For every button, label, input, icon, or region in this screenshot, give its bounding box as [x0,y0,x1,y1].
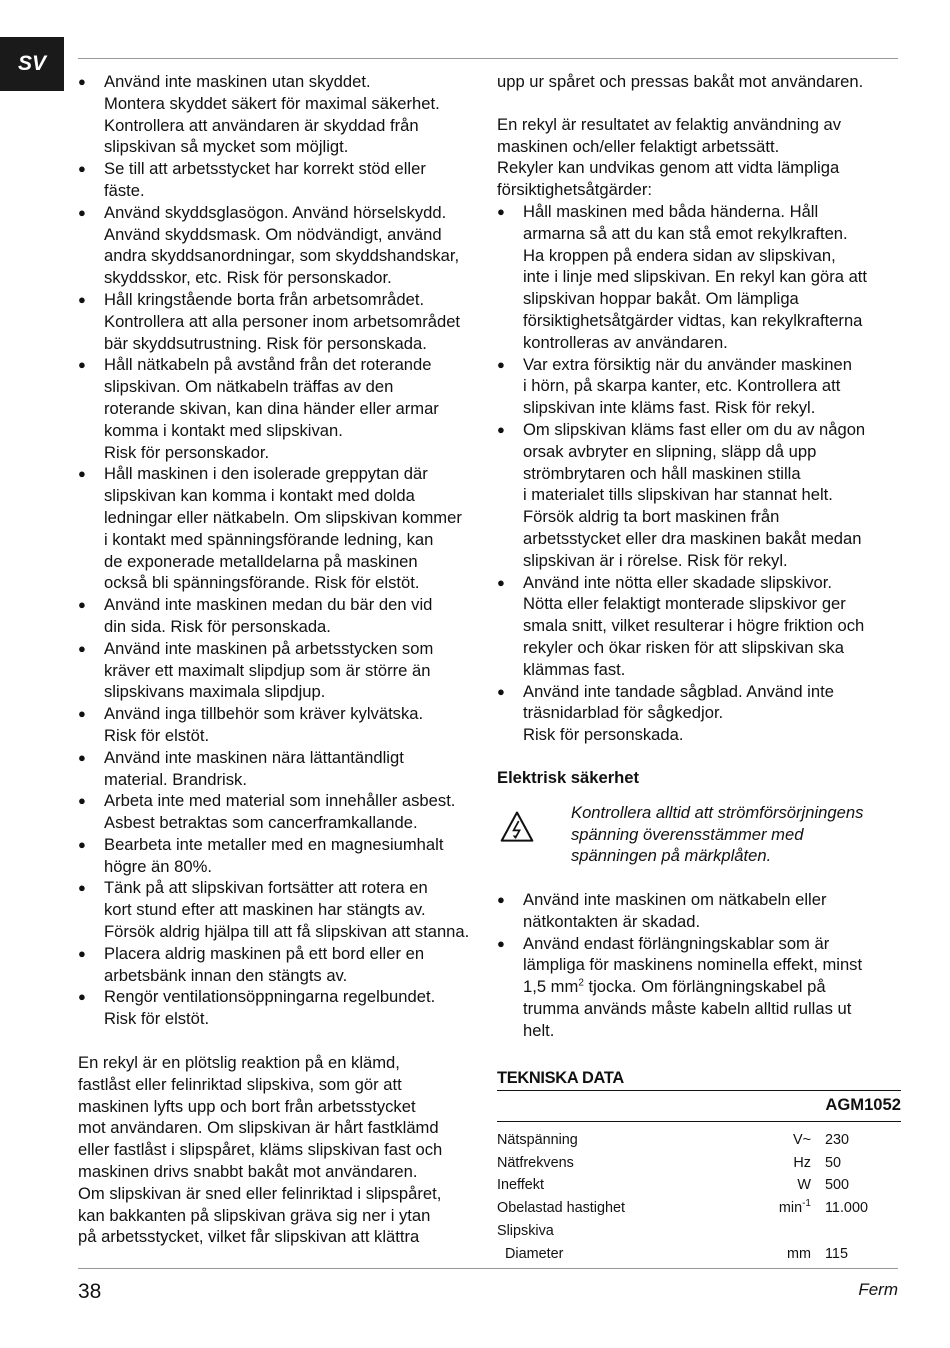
electric-hazard-icon [497,810,537,844]
top-rule [78,58,898,59]
list-item: ● Använd inte nötta eller skadade slipskivor. Nötta eller felaktigt monterade slipskivor ger smala snitt, vilket resulterar i högre friktion och rekyler och ökar risken för att slipskivan ska klämmas fast. [497,572,901,681]
list-item: ● Använd inte maskinen om nätkabeln eller nätkontakten är skadad. [497,889,901,933]
specs-table [497,1129,901,1266]
spec-value: 115 [825,1245,848,1262]
list-item: ● Håll kringstående borta från arbetsområdet. Kontrollera att alla personer inom arbetsområdet bär skyddsutrustning. Risk för personskada. [78,289,483,354]
list-item: ● Använd endast förlängningskablar som är lämpliga för maskinens nominella effekt, minst 1,5 $mm^2$ tjocka. Om förlängningskabel på trumma används måste kabeln alltid rullas ut helt. [497,933,901,1042]
list-item: ● Arbeta inte med material som innehåller asbest. Asbest betraktas som cancerframkallande. [78,790,483,834]
spec-unit: mm [787,1245,811,1262]
spec-unit: Hz [793,1154,811,1171]
spec-value: 11.000 [825,1200,868,1217]
spec-label: Diameter [505,1245,564,1262]
list-item: ● Använd inte maskinen medan du bär den vid din sida. Risk för personskada. [78,594,483,638]
spec-label: Obelastad hastighet [497,1200,626,1217]
kickback-continuation: upp ur spåret och pressas bakåt mot användaren. [497,72,864,91]
spec-row [497,1175,901,1198]
page-number: 38 [78,1280,102,1303]
spec-row [497,1243,901,1266]
kickback-bullet-list [497,201,901,746]
spec-label: Ineffekt [497,1177,544,1194]
electric-safety-heading: Elektrisk säkerhet [497,767,640,787]
spec-row [497,1220,901,1243]
list-item: ● Använd inte tandade sågblad. Använd inte träsnidarblad för sågkedjor. Risk för personskada. [497,681,901,746]
list-item: ● Använd skyddsglasögon. Använd hörselskydd. Använd skyddsmask. Om nödvändigt, använd andra skyddsanordningar, som skyddshandskar, skyddsskor, etc. Risk för personskador. [78,202,483,289]
warning-text: Kontrollera alltid att strömförsörjningens spänning överensstämmer med spänningen på märkplåten. [571,802,864,866]
list-item: ● Bearbeta inte metaller med en magnesiumhalt högre än 80%. [78,834,483,878]
spec-unit [731,1220,825,1243]
technical-data-heading: TEKNISKA DATA [497,1068,901,1092]
list-item: ● Tänk på att slipskivan fortsätter att rotera en kort stund efter att maskinen har stängts av. Försök aldrig hjälpa till att få slipskivan att stanna. [78,877,483,942]
language-code: SV [17,52,46,75]
list-item: ● Se till att arbetsstycket har korrekt stöd eller fäste. [78,158,483,202]
bottom-rule [78,1268,898,1269]
spec-row [497,1198,901,1221]
spec-unit: $\min^{-1}$ [778,1198,811,1217]
list-item: ● Om slipskivan kläms fast eller om du av någon orsak avbryter en slipning, släpp då upp strömbrytaren och håll maskinen stilla i materialet tills slipskivan har stannat helt. Försök aldrig ta bort maskinen från arbetsstycket eller dra maskinen bakåt medan slipskivan är i rörelse. Risk för rekyl. [497,419,901,572]
spec-row [497,1129,901,1152]
right-column [497,71,901,1266]
list-item: ● Håll nätkabeln på avstånd från det roterande slipskivan. Om nätkabeln träffas av den roterande skivan, kan dina händer eller armar komma i kontakt med slipskivan. Risk för personskador. [78,354,483,463]
spec-value: 500 [825,1177,850,1194]
spec-label: Slipskiva [497,1222,554,1239]
language-tab [0,37,64,91]
list-item: ● Använd inga tillbehör som kräver kylvätska. Risk för elstöt. [78,703,483,747]
list-item: ● Använd inte maskinen nära lättantändligt material. Brandrisk. [78,747,483,791]
list-item: ● Använd inte maskinen på arbetsstycken som kräver ett maximalt slipdjup som är större än slipskivans maximala slipdjup. [78,638,483,703]
left-column [78,71,483,1248]
spec-label: Nätspänning [497,1131,578,1148]
spec-value: 230 [825,1131,850,1148]
voltage-warning [497,802,901,867]
spec-value [825,1220,901,1243]
kickback-paragraph: En rekyl är en plötslig reaktion på en klämd, fastlåst eller felinriktad slipskiva, som gör att maskinen lyfts upp och bort från arbetsstycket mot användaren. Om slipskivan är hårt fastklämd eller fastlåst i slipspåret, kläms slipskivan fast och maskinen drivs snabbt bakåt mot användaren. Om slipskivan är sned eller felinriktad i slipspåret, kan bakkanten på slipskivan gräva sig ner i ytan på arbetsstycket, vilket får slipskivan att klättra [78,1053,443,1247]
list-item: ● Var extra försiktig när du använder maskinen i hörn, på skarpa kanter, etc. Kontrollera att slipskivan inte kläms fast. Risk för rekyl. [497,354,901,419]
list-item: ● Håll maskinen i den isolerade greppytan där slipskivan kan komma i kontakt med dolda ledningar eller nätkabeln. Om slipskivan kommer i kontakt med spänningsförande ledning, kan de exponerade metalldelarna på maskinen också bli spänningsförande. Risk för elstöt. [78,463,483,594]
brand-name: Ferm [858,1280,898,1299]
spec-unit: V~ [792,1131,811,1148]
list-item: ● Placera aldrig maskinen på ett bord eller en arbetsbänk innan den stängts av. [78,943,483,987]
spec-unit: W [797,1177,811,1194]
electric-bullet-list [497,889,901,1042]
kickback-cause-paragraph: En rekyl är resultatet av felaktig användning av maskinen och/eller felaktigt arbetssätt. Rekyler kan undvikas genom att vidta lämpliga försiktighetsåtgärder: [497,114,842,200]
spec-row [497,1152,901,1175]
list-item: ● Håll maskinen med båda händerna. Håll armarna så att du kan stå emot rekylkraften. Ha kroppen på endera sidan av slipskivan, inte i linje med slipskivan. En rekyl kan göra att slipskivan hoppar bakåt. Om lämpliga försiktighetsåtgärder vidtas, kan rekylkrafterna kontrolleras av användaren. [497,201,901,354]
list-item: ● Rengör ventilationsöppningarna regelbundet. Risk för elstöt. [78,986,483,1030]
spec-label: Nätfrekvens [497,1154,574,1171]
model-number: AGM1052 [497,1091,901,1122]
list-item: ● Använd inte maskinen utan skyddet. Montera skyddet säkert för maximal säkerhet. Kontrollera att användaren är skyddad från slipskivan så mycket som möjligt. [78,71,483,158]
safety-bullet-list [78,71,483,1030]
spec-value: 50 [825,1154,842,1171]
